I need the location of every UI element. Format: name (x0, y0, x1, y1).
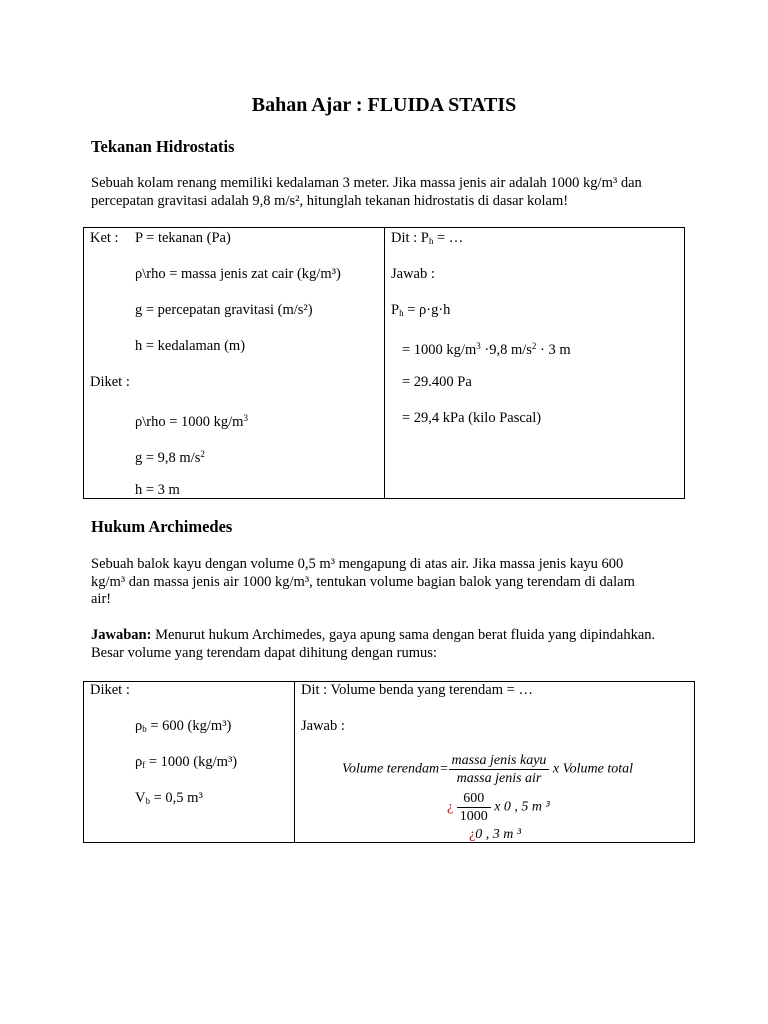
ket-item: P = tekanan (Pa) (135, 230, 231, 246)
jawab-label: Jawab : (301, 718, 345, 734)
problem-line: air! (91, 591, 112, 607)
archimedes-solution-table (83, 681, 695, 843)
hydrostatic-solution-table (83, 227, 685, 499)
ket-item: ρ\rho = massa jenis zat cair (kg/m³) (135, 266, 341, 282)
diket-rho: ρ\rho = 1000 $kg/m^3$ (135, 413, 248, 430)
jawab-label: Jawab : (391, 266, 435, 282)
diket-rho-b: $\rho_b = 600$ (kg/m³) (135, 718, 232, 734)
calc-result: = 29,4 kPa (kilo Pascal) (402, 410, 542, 426)
render-artifact-mark: ¿ (447, 799, 454, 815)
diket-label: Diket : (90, 374, 130, 390)
answer-line: Jawaban: Menurut hukum Archimedes, gaya apung sama dengan berat fluida yang dipindahkan. (91, 627, 656, 643)
solution-cell (295, 682, 695, 843)
known-values-cell (84, 228, 385, 499)
dit-line: Dit : $P_h$ = … (391, 230, 464, 246)
diket-label: Diket : (90, 682, 130, 698)
ket-item: h = kedalaman (m) (135, 338, 246, 354)
section-heading-hydrostatic: Tekanan Hidrostatis (91, 137, 235, 156)
section-heading-archimedes: Hukum Archimedes (91, 517, 233, 536)
diket-g: g = 9,8 $m/s^2$ (135, 449, 205, 466)
render-artifact-mark: ¿ (469, 827, 476, 842)
calc-result: ¿0 , 3 m ³ (469, 827, 522, 842)
document-title: Bahan Ajar : FLUIDA STATIS (251, 94, 517, 116)
problem-text-hydrostatic (91, 175, 691, 210)
diket-volume: $V_b = 0,5$ m³ (135, 790, 203, 806)
solution-cell (385, 228, 685, 499)
diket-h: h = 3 m (135, 482, 180, 498)
answer-text (91, 627, 691, 662)
dit-line: Dit : Volume benda yang terendam = … (301, 682, 533, 698)
answer-line: Besar volume yang terendam dapat dihitung dengan rumus: (91, 644, 437, 661)
volume-equation: Volume terendam= $\frac{\text{massa jenis kayu}}{\text{massa jenis air}}$ x Volume total (342, 753, 634, 786)
problem-line: Sebuah kolam renang memiliki kedalaman 3 meter. Jika massa jenis air adalah 1000 kg/m³ dan (91, 175, 642, 191)
problem-line: Sebuah balok kayu dengan volume 0,5 m³ mengapung di atas air. Jika massa jenis kayu 600 (91, 556, 624, 572)
step-fraction: $\frac{600}{1000}$ (457, 790, 491, 825)
calc-step: = 29.400 Pa (402, 374, 472, 390)
problem-text-archimedes (91, 556, 691, 609)
known-values-cell (84, 682, 295, 843)
ket-item: g = percepatan gravitasi (m/s²) (135, 302, 313, 318)
equation-fraction: $\frac{\text{massa jenis kayu}}{\text{massa jenis air}}$ (449, 752, 550, 787)
ket-label: Ket : (90, 230, 119, 246)
problem-line: percepatan gravitasi adalah 9,8 m/s², hitunglah tekanan hidrostatis di dasar kolam! (91, 192, 569, 209)
calc-step: ¿ $\frac{600}{1000}$ x 0 , 5 m ³ (447, 791, 550, 824)
formula-line: $P_h = \rho\cdot g\cdot h$ (391, 302, 451, 318)
calc-step: = 1000 $kg/m^3 \cdot 9,8$ $m/s^2 \cdot 3$ m (402, 341, 571, 358)
diket-rho-f: $\rho_f = 1000$ (kg/m³) (135, 754, 238, 770)
problem-line: kg/m³ dan massa jenis air 1000 kg/m³, tentukan volume bagian balok yang terendam di dalam (91, 573, 635, 590)
